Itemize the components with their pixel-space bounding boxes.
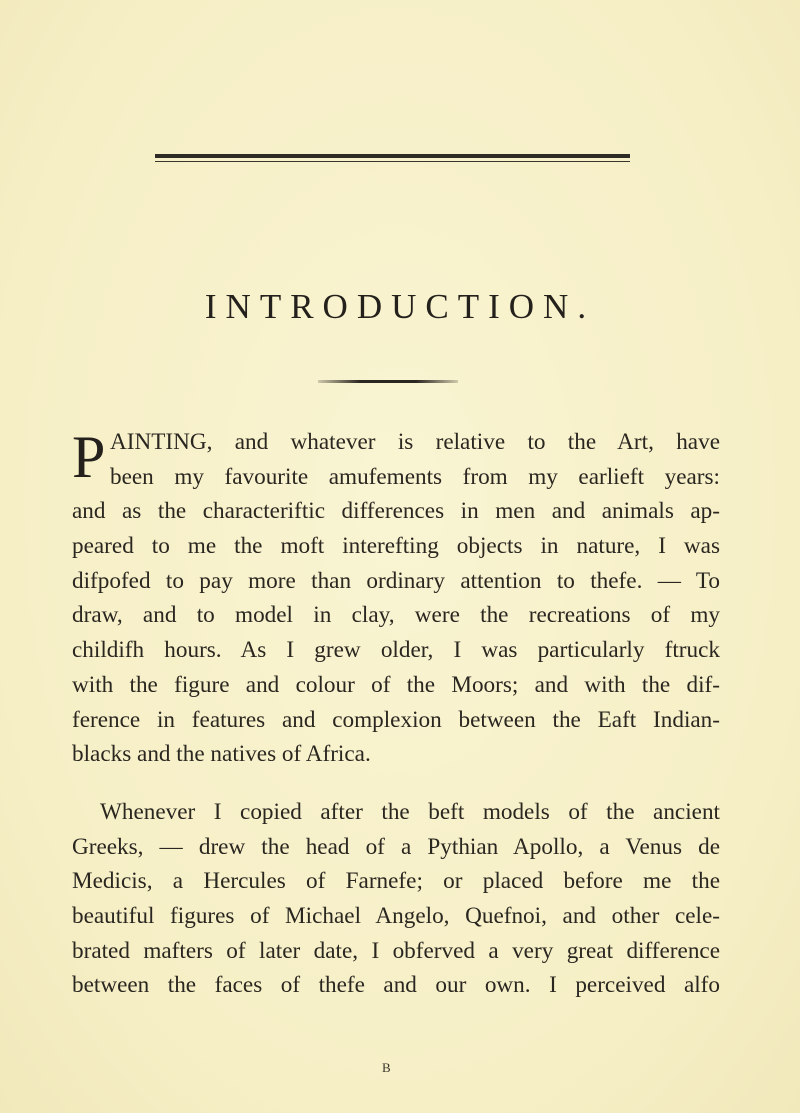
paragraph-1-line-8: with the figure and colour of the Moors; and with the dif- (72, 671, 720, 698)
paragraph-2-line-4: beautiful figures of Michael Angelo, Quefnoi, and other cele- (72, 903, 720, 930)
drop-cap-letter: P (72, 424, 106, 490)
paragraph-2-line-2: Greeks, — drew the head of a Pythian Apollo, a Venus de (72, 833, 720, 860)
paragraph-1-line-10: blacks and the natives of Africa. (72, 741, 371, 768)
section-heading: INTRODUCTION. (204, 287, 596, 326)
top-rule-thick-line (155, 154, 630, 158)
paragraph-1-line-2: been my favourite amufements from my earlieft years: (110, 463, 720, 490)
signature-mark: B (382, 1060, 391, 1075)
paragraph-2 (72, 795, 720, 1003)
paragraph-2-line-3: Medicis, a Hercules of Farnefe; or placed before me the (72, 868, 720, 895)
paragraph-1-line-5: difpofed to pay more than ordinary attention to thefe. — To (72, 567, 720, 594)
paragraph-1-line-9: ference in features and complexion between the Eaft Indian- (72, 706, 720, 733)
paragraph-2-line-6: between the faces of thefe and our own. I perceived alfo (72, 972, 720, 999)
top-rule-thin-line (155, 161, 630, 162)
paragraph-1-line-7: childifh hours. As I grew older, I was particularly ftruck (72, 637, 720, 664)
paragraph-2-line-5: brated mafters of later date, I obferved a very great difference (72, 937, 720, 964)
top-ornamental-rule (155, 154, 630, 164)
paragraph-2-line-1: Whenever I copied after the beft models of the ancient (100, 799, 720, 825)
paragraph-1-line-3: and as the characteriftic differences in men and animals ap- (72, 498, 720, 525)
paragraph-1-line-4: peared to me the moft interefting objects in nature, I was (72, 533, 720, 560)
paragraph-1-line-6: draw, and to model in clay, were the recreations of my (72, 602, 720, 629)
paragraph-1 (72, 425, 720, 772)
paragraph-1-line-1-text: AINTING, and whatever is relative to the Art, have (110, 429, 720, 455)
heading-divider-rule (318, 380, 458, 383)
